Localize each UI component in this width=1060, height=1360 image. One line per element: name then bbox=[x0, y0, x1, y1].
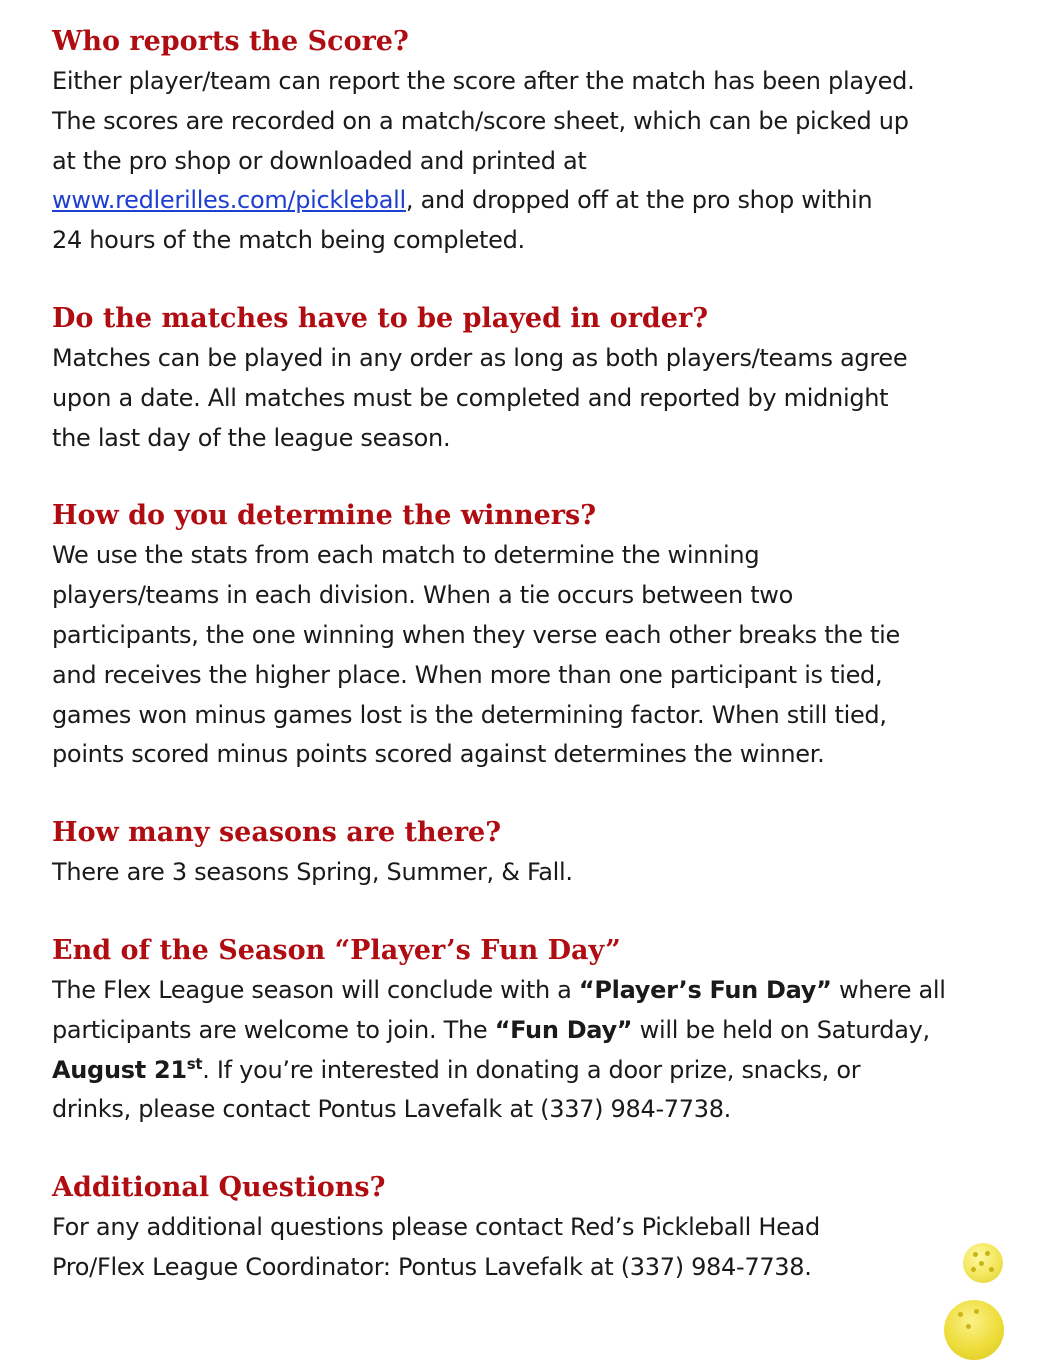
body-text: The Flex League season will conclude with a bbox=[52, 975, 579, 1004]
fun-day-name: “Player’s Fun Day” bbox=[578, 975, 832, 1004]
fun-day-short: “Fun Day” bbox=[494, 1015, 633, 1044]
section-body bbox=[52, 853, 1032, 893]
body-line: Either player/team can report the score after the match has been played. bbox=[52, 67, 915, 95]
body-line: participants, the one winning when they verse each other breaks the tie bbox=[52, 620, 900, 649]
section-additional-questions bbox=[52, 1168, 1032, 1288]
section-fun-day bbox=[52, 931, 1032, 1130]
body-line: For any additional questions please contact Red’s Pickleball Head bbox=[52, 1213, 820, 1242]
section-heading: How do you determine the winners? bbox=[52, 500, 597, 532]
ball-hole bbox=[989, 1267, 994, 1272]
body-line: upon a date. All matches must be completed and reported by midnight bbox=[52, 383, 889, 412]
body-line: games won minus games lost is the determining factor. When still tied, bbox=[52, 700, 887, 729]
section-heading: How many seasons are there? bbox=[52, 817, 502, 849]
body-line: There are 3 seasons Spring, Summer, & Fall. bbox=[52, 858, 573, 887]
ball-hole bbox=[958, 1312, 963, 1317]
body-line: and receives the higher place. When more than one participant is tied, bbox=[52, 660, 883, 689]
section-who-reports-score bbox=[52, 22, 1032, 261]
body-text: participants are welcome to join. The bbox=[52, 1015, 495, 1044]
body-text: . If you’re interested in donating a door prize, snacks, or bbox=[202, 1055, 861, 1084]
section-body bbox=[52, 1208, 1032, 1288]
date-suffix: st bbox=[186, 1054, 203, 1073]
section-body bbox=[52, 536, 1032, 775]
body-line: points scored minus points scored against determines the winner. bbox=[52, 740, 825, 769]
body-line: , and dropped off at the pro shop within bbox=[405, 186, 873, 215]
body-line: at the pro shop or downloaded and printed at bbox=[52, 146, 587, 175]
ball-hole bbox=[971, 1267, 976, 1272]
ball-hole bbox=[973, 1252, 978, 1257]
fun-day-date bbox=[52, 1056, 202, 1084]
section-body bbox=[52, 62, 1032, 261]
ball-hole bbox=[979, 1261, 984, 1266]
ball-hole bbox=[966, 1324, 971, 1329]
ball-hole bbox=[985, 1251, 990, 1256]
pickleball-icon bbox=[963, 1243, 1003, 1283]
section-heading: Who reports the Score? bbox=[52, 26, 409, 57]
document-page bbox=[52, 22, 1032, 1326]
section-determine-winners bbox=[52, 496, 1032, 775]
body-line: Matches can be played in any order as long as both players/teams agree bbox=[52, 343, 908, 372]
section-body bbox=[52, 339, 1032, 458]
body-line: drinks, please contact Pontus Lavefalk at (337) 984-7738. bbox=[52, 1095, 732, 1124]
section-match-order bbox=[52, 299, 1032, 458]
body-line: players/teams in each division. When a tie occurs between two bbox=[52, 581, 794, 610]
section-seasons bbox=[52, 813, 1032, 893]
body-line: Pro/Flex League Coordinator: Pontus Lavefalk at (337) 984-7738. bbox=[52, 1252, 812, 1281]
date-text: August 21 bbox=[52, 1055, 187, 1084]
section-body bbox=[52, 971, 1032, 1130]
pickleball-icon bbox=[944, 1300, 1004, 1360]
body-text: where all bbox=[831, 975, 946, 1004]
body-text: will be held on Saturday, bbox=[632, 1015, 930, 1044]
section-heading: Do the matches have to be played in order? bbox=[52, 302, 709, 334]
ball-hole bbox=[974, 1309, 979, 1314]
section-heading: End of the Season “Player’s Fun Day” bbox=[52, 934, 621, 966]
section-heading: Additional Questions? bbox=[52, 1172, 386, 1204]
body-line: the last day of the league season. bbox=[52, 423, 451, 452]
body-line: 24 hours of the match being completed. bbox=[52, 226, 525, 255]
pickleball-website-link[interactable]: www.redlerilles.com/pickleball bbox=[52, 186, 406, 215]
body-line: The scores are recorded on a match/score sheet, which can be picked up bbox=[52, 106, 909, 135]
body-line: We use the stats from each match to determine the winning bbox=[52, 541, 760, 570]
